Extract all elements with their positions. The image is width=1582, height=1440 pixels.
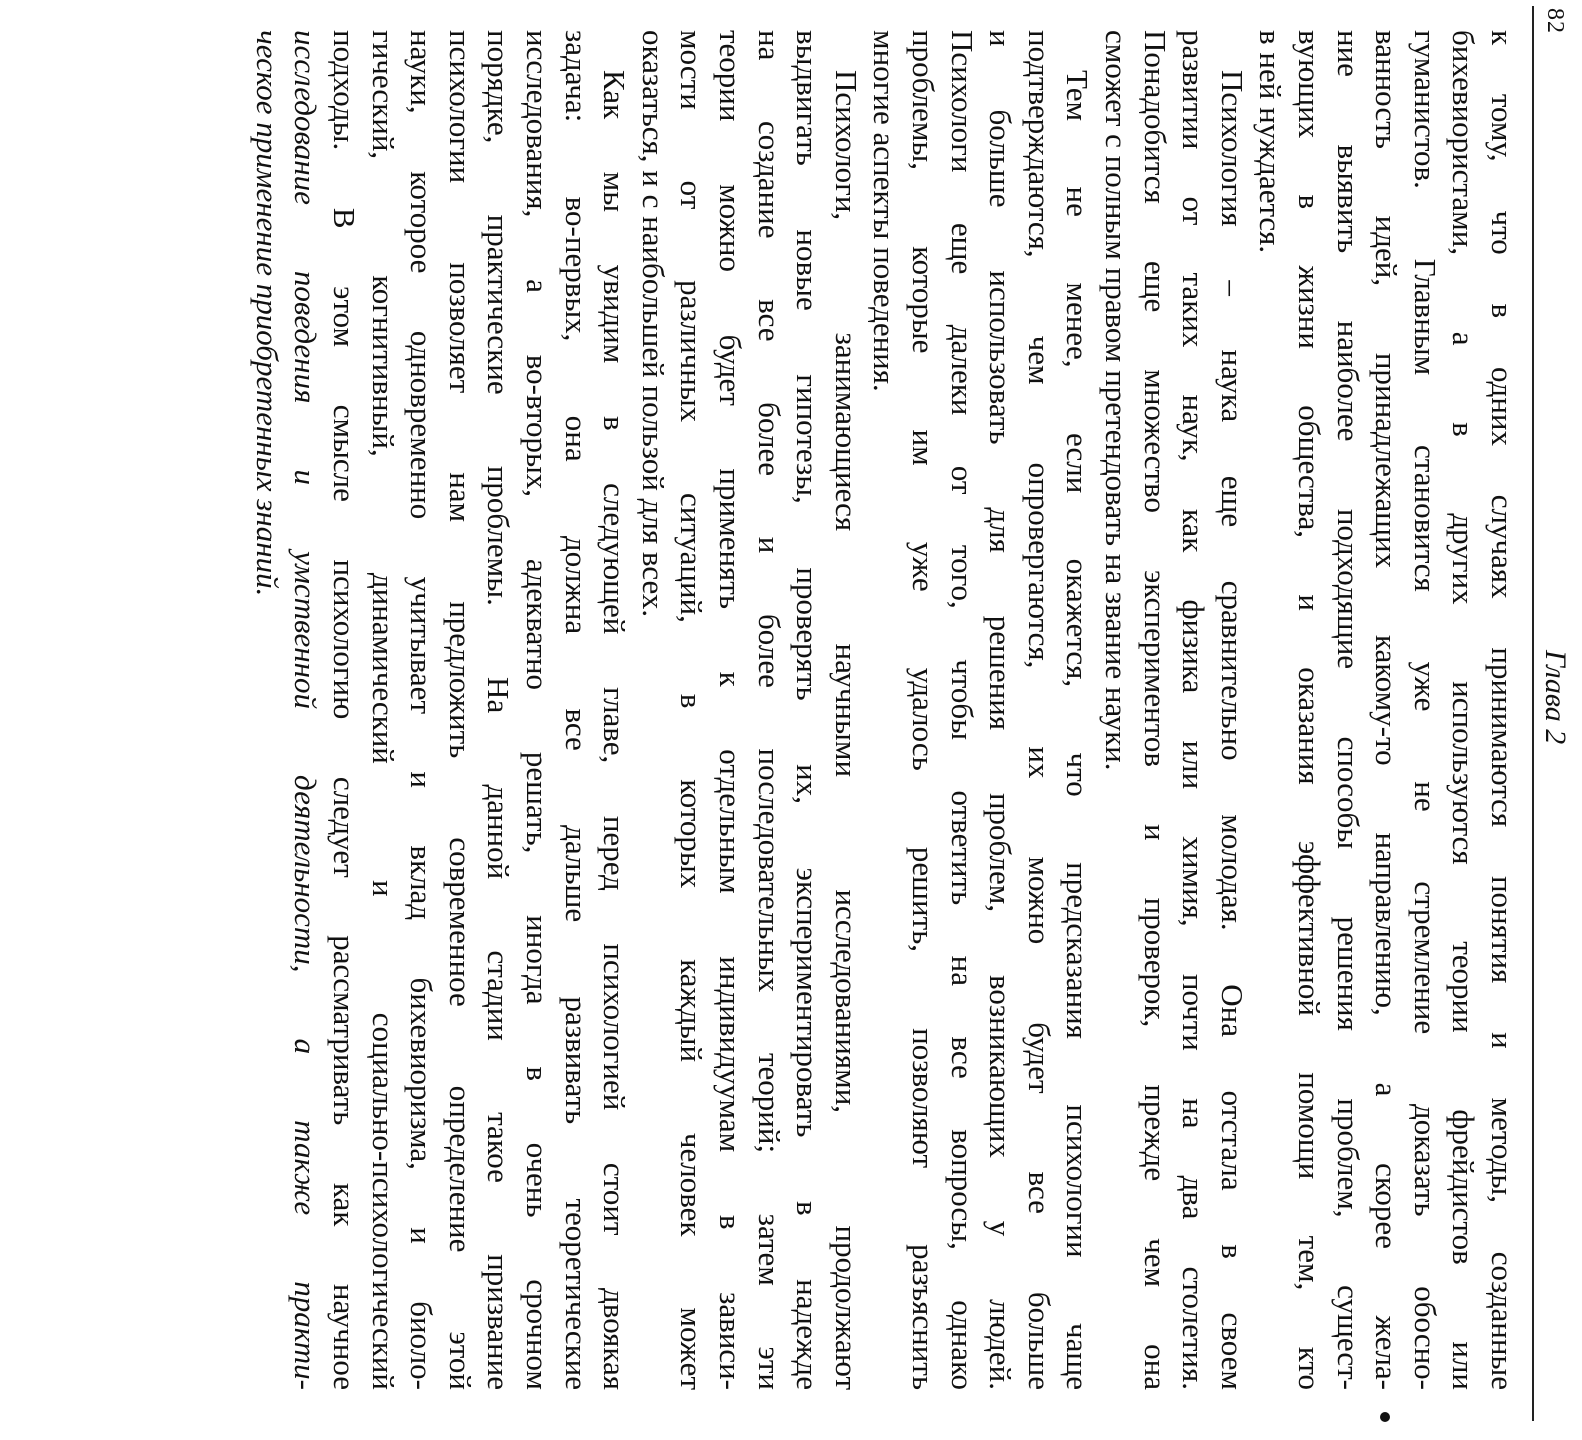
text-line: проблемы, которые им уже удалось решить, позволяют разъяснить (906, 30, 941, 1390)
text-line: бихевиористами, а в других используются теории фрейдистов или (1446, 30, 1481, 1390)
text-line: порядке, практические проблемы. На данной стадии такое призвание (481, 30, 516, 1390)
text-line: Психологи, занимающиеся научными исследованиями, продолжают (829, 70, 864, 1390)
text-line: гический, когнитивный, динамический и социально-психологический (366, 30, 401, 1390)
text-line: гуманистов. Главным становится уже не стремление доказать обосно- (1408, 30, 1443, 1390)
text-line: многие аспекты поведения. (867, 30, 902, 392)
text-line: теории можно будет применять к отдельным индивидуумам в зависи- (713, 30, 748, 1390)
text-line: науки, которое одновременно учитывает и вклад бихевиоризма, и биоло- (404, 30, 439, 1390)
text-line: Как мы увидим в следующей главе, перед психологией стоит двоякая (597, 70, 632, 1390)
stray-ink-dot (1380, 1412, 1390, 1422)
page-number: 82 (1542, 8, 1568, 34)
text-line: развитии от таких наук, как физика или химия, почти на два столетия. (1176, 30, 1211, 1390)
header-rule (1532, 6, 1534, 1421)
text-line: психологии позволяет нам предложить современное определение этой (443, 30, 478, 1390)
text-line: ние выявить наиболее подходящие способы решения проблем, сущест- (1331, 30, 1366, 1390)
text-line: в ней нуждается. (1253, 30, 1288, 254)
text-line: Психология – наука еще сравнительно молодая. Она отстала в своем (1215, 70, 1250, 1390)
text-line: вующих в жизни общества, и оказания эффективной помощи тем, кто (1292, 30, 1327, 1390)
text-line: подходы. В этом смысле психологию следует рассматривать как научное (327, 30, 362, 1390)
text-line: выдвигать новые гипотезы, проверять их, экспериментировать в надежде (790, 30, 825, 1390)
text-line: сможет с полным правом претендовать на звание науки. (1099, 30, 1134, 771)
text-line: оказаться, и с наибольшей пользой для всех. (636, 30, 671, 618)
text-line: мости от различных ситуаций, в которых каждый человек может (674, 30, 709, 1390)
text-line: подтверждаются, чем опровергаются, их можно будет все больше (1022, 30, 1057, 1390)
text-line: ческое применение приобретенных знаний. (250, 30, 285, 597)
text-line: Психологи еще далеки от того, чтобы ответить на все вопросы, однако (945, 30, 980, 1390)
running-head: Глава 2 (1539, 650, 1572, 745)
text-line: Понадобится еще множество экспериментов и проверок, прежде чем она (1138, 30, 1173, 1390)
text-line: и больше использовать для решения проблем, возникающих у людей. (983, 30, 1018, 1390)
text-line: задача: во-первых, она должна все дальше развивать теоретические (559, 30, 594, 1390)
text-line: исследования, а во-вторых, адекватно решать, иногда в очень срочном (520, 30, 555, 1390)
text-line: к тому, что в одних случаях принимаются понятия и методы, созданные (1485, 30, 1520, 1390)
text-line: Тем не менее, если окажется, что предсказания психологии чаще (1060, 70, 1095, 1390)
text-line: ванность идей, принадлежащих какому-то направлению, а скорее жела- (1369, 30, 1404, 1390)
text-line: исследование поведения и умственной деятельности, а также практи- (288, 30, 323, 1390)
text-line: на создание все более и более последовательных теорий; затем эти (752, 30, 787, 1390)
